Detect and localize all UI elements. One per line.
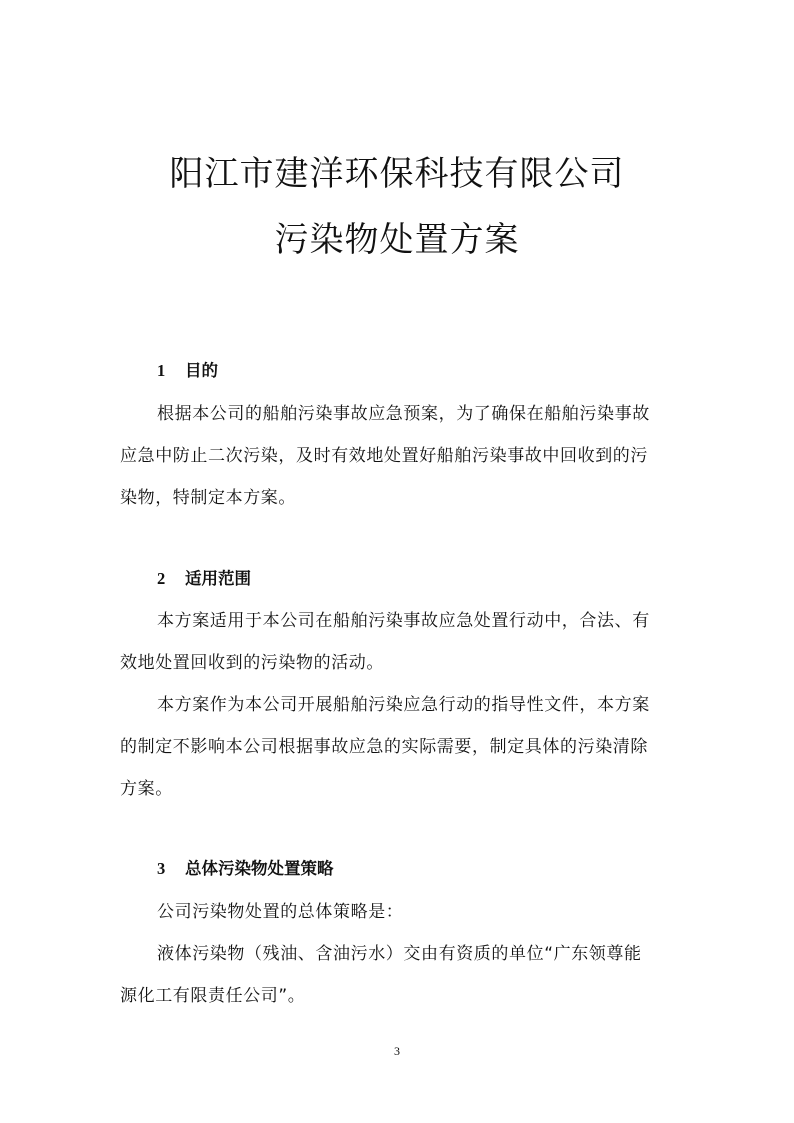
paragraph-line: 方案。 [120, 779, 173, 799]
paragraph-line: 的制定不影响本公司根据事故应急的实际需要，制定具体的污染清除 [120, 737, 648, 757]
paragraph-line: 源化工有限责任公司”。 [120, 986, 306, 1006]
document-title-company: 阳江市建洋环保科技有限公司 [169, 154, 625, 194]
section-number: 3 [157, 859, 166, 878]
paragraph-line: 根据本公司的船舶污染事故应急预案，为了确保在船舶污染事故 [157, 404, 650, 424]
section-title: 目的 [185, 361, 218, 380]
paragraph-line: 效地处置回收到的污染物的活动。 [120, 653, 384, 673]
page-number: 3 [394, 1044, 400, 1058]
paragraph-line: 液体污染物（残油、含油污水）交由有资质的单位“广东领尊能 [157, 944, 642, 964]
section-heading-scope [157, 565, 251, 589]
paragraph-line: 应急中防止二次污染，及时有效地处置好船舶污染事故中回收到的污 [120, 446, 648, 466]
section-title: 适用范围 [185, 569, 251, 588]
section-number: 2 [157, 569, 166, 588]
paragraph-line: 本方案适用于本公司在船舶污染事故应急处置行动中，合法、有 [157, 611, 650, 631]
section-heading-strategy [157, 855, 334, 879]
document-title-plan: 污染物处置方案 [274, 220, 520, 260]
paragraph-line: 公司污染物处置的总体策略是： [157, 902, 404, 922]
section-title: 总体污染物处置策略 [185, 859, 334, 878]
paragraph-line: 染物，特制定本方案。 [120, 488, 296, 508]
paragraph-line: 本方案作为本公司开展船舶污染应急行动的指导性文件，本方案 [157, 695, 650, 715]
section-heading-purpose [157, 357, 218, 381]
section-number: 1 [157, 361, 166, 380]
